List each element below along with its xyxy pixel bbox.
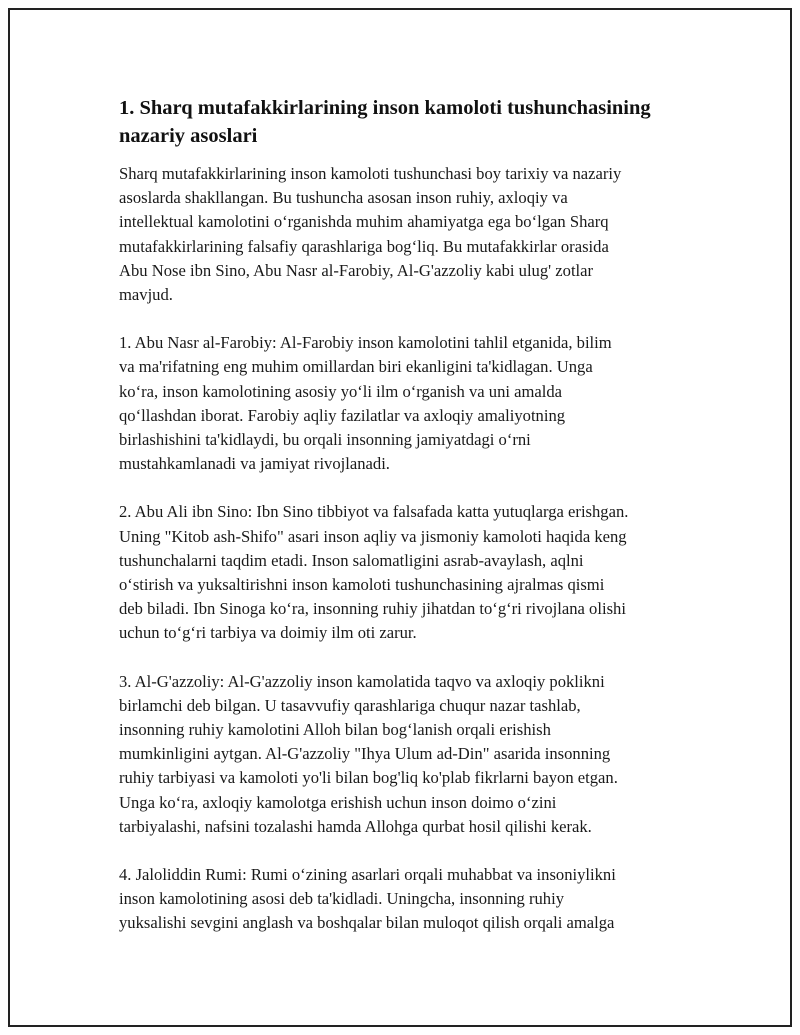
rumi-paragraph [119, 863, 699, 936]
page-frame [8, 8, 792, 1027]
intro-paragraph [119, 162, 699, 307]
text-line: mavjud. [119, 285, 173, 305]
text-line: va ma'rifatning eng muhim omillardan biri ekanligini ta'kidlagan. Unga [119, 357, 593, 377]
text-line: ko‘ra, inson kamolotining asosiy yo‘li ilm o‘rganish va uni amalda [119, 381, 563, 401]
text-line: yuksalishi sevgini anglash va boshqalar bilan muloqot qilish orqali amalga [119, 913, 615, 933]
text-line: 2. Abu Ali ibn Sino: Ibn Sino tibbiyot va falsafada katta yutuqlarga erishgan. [119, 502, 629, 522]
text-line: Sharq mutafakkirlarining inson kamoloti tushunchasi boy tarixiy va nazariy [119, 164, 622, 183]
text-line: mutafakkirlarining falsafiy qarashlariga bog‘liq. Bu mutafakkirlar orasida [119, 236, 609, 256]
text-line: birlashishini ta'kidlaydi, bu orqali insonning jamiyatdagi o‘rni [119, 430, 531, 450]
text-line: birlamchi deb bilgan. U tasavvufiy qarashlariga chuqur nazar tashlab, [119, 695, 581, 715]
farobiy-paragraph [119, 331, 699, 476]
text-line: mustahkamlanadi va jamiyat rivojlanadi. [119, 454, 390, 474]
text-line: mumkinligini aytgan. Al-G'azzoliy "Ihya Ulum ad-Din" asarida insonning [119, 744, 611, 764]
text-line: insonning ruhiy kamolotini Alloh bilan bog‘lanish orqali erishish [119, 720, 551, 740]
document-body [119, 94, 699, 960]
text-line: 1. Abu Nasr al-Farobiy: Al-Farobiy inson kamolotini tahlil etganida, bilim [119, 333, 612, 353]
text-line: Abu Nose ibn Sino, Abu Nasr al-Farobiy, Al-G'azzoliy kabi ulug' zotlar [119, 260, 594, 280]
text-line: intellektual kamolotini o‘rganishda muhim ahamiyatga ega bo‘lgan Sharq [119, 212, 609, 232]
text-line: asoslarda shakllangan. Bu tushuncha asosan inson ruhiy, axloqiy va [119, 188, 568, 208]
text-line: qo‘llashdan iborat. Farobiy aqliy fazilatlar va axloqiy amaliyotning [119, 405, 566, 425]
text-line: tushunchalarni taqdim etadi. Inson salomatligini asrab-avaylash, aqlni [119, 550, 584, 570]
text-line: Unga ko‘ra, axloqiy kamolotga erishish uchun inson doimo o‘zini [119, 792, 557, 812]
ibn-sino-paragraph [119, 500, 699, 645]
text-line: inson kamolotining asosi deb ta'kidladi. Uningcha, insonning ruhiy [119, 889, 564, 909]
text-line: 3. Al-G'azzoliy: Al-G'azzoliy inson kamolatida taqvo va axloqiy poklikni [119, 671, 605, 691]
text-line: uchun to‘g‘ri tarbiya va doimiy ilm oti zarur. [119, 623, 417, 643]
gazzoliy-paragraph [119, 670, 699, 839]
title-line: nazariy asoslari [119, 125, 258, 147]
section-title [119, 94, 699, 150]
text-line: ruhiy tarbiyasi va kamoloti yo'li bilan bog'liq ko'plab fikrlarni bayon etgan. [119, 768, 618, 788]
text-line: tarbiyalashi, nafsini tozalashi hamda Allohga qurbat hosil qilishi kerak. [119, 816, 592, 836]
text-line: Uning "Kitob ash-Shifo" asari inson aqliy va jismoniy kamoloti haqida keng [119, 526, 627, 546]
text-line: deb biladi. Ibn Sinoga ko‘ra, insonning ruhiy jihatdan to‘g‘ri rivojlana olishi [119, 599, 626, 619]
title-line: 1. Sharq mutafakkirlarining inson kamoloti tushunchasining [119, 97, 651, 119]
text-line: o‘stirish va yuksaltirishni inson kamoloti tushunchasining ajralmas qismi [119, 575, 605, 595]
text-line: 4. Jaloliddin Rumi: Rumi o‘zining asarlari orqali muhabbat va insoniylikni [119, 865, 616, 885]
